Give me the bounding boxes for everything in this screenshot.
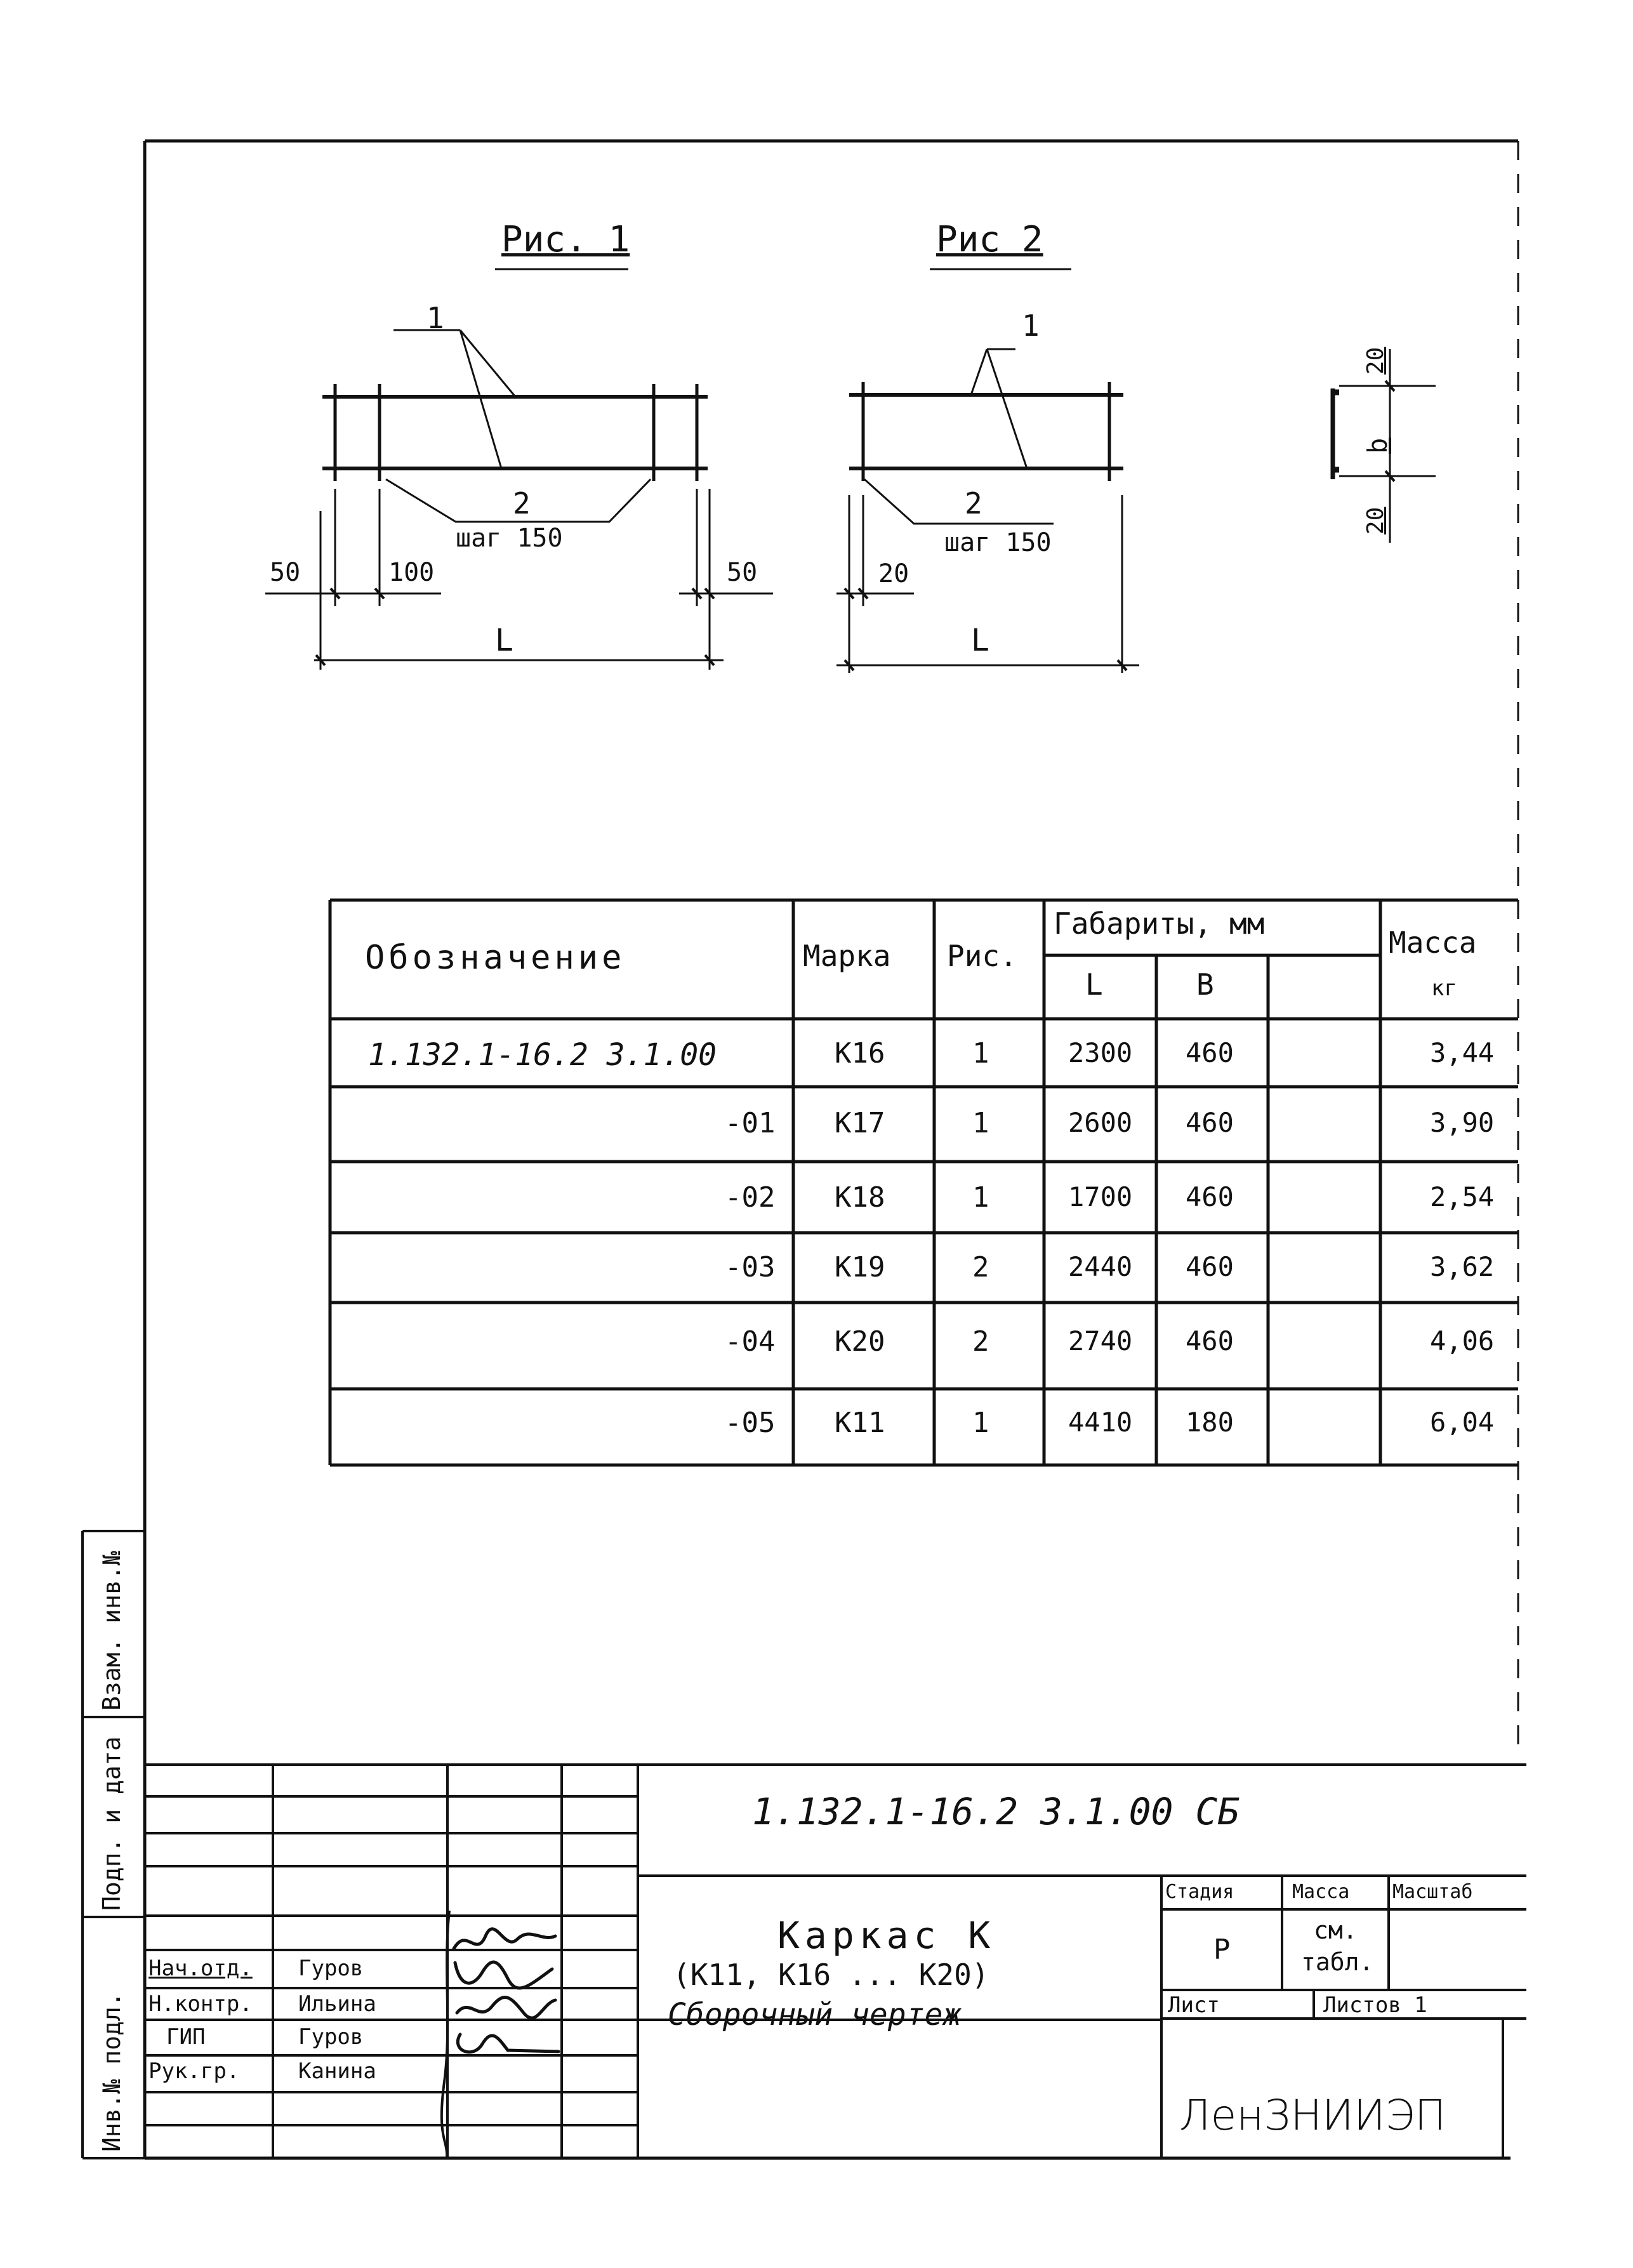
signature-4 xyxy=(447,2025,562,2063)
table-grid xyxy=(330,900,1518,1465)
signature-2 xyxy=(447,1956,562,1994)
figure-2-drawing xyxy=(836,269,1139,673)
figure-2-position-2-label: 2 xyxy=(965,486,982,521)
header-mark: Марка xyxy=(803,939,891,973)
staff-role: Нач.отд. xyxy=(149,1956,253,1981)
row-L: 1700 xyxy=(1068,1181,1133,1212)
row-L: 2600 xyxy=(1068,1107,1133,1138)
row-mark: К17 xyxy=(835,1107,885,1139)
row-fig: 1 xyxy=(972,1181,989,1214)
staff-role: Рук.гр. xyxy=(149,2059,240,2084)
header-mass: Масса xyxy=(1389,925,1477,960)
figure-1-title: Рис. 1 xyxy=(501,219,630,260)
row-fig: 2 xyxy=(972,1251,989,1283)
side-stamp-replaced-inv: Взам. инв.№ xyxy=(98,1551,126,1711)
row-L: 4410 xyxy=(1068,1407,1133,1438)
figure-1-dim-100: 100 xyxy=(388,558,435,587)
figure-2-title: Рис 2 xyxy=(936,219,1043,260)
side-stamp-inv-original: Инв.№ подл. xyxy=(98,1992,126,2152)
row-fig: 1 xyxy=(972,1037,989,1070)
sheet-frame xyxy=(145,141,1518,2158)
row-designation: -03 xyxy=(725,1251,776,1283)
row-B: 460 xyxy=(1186,1325,1234,1356)
figure-2-step-label: шаг 150 xyxy=(944,528,1052,557)
figure-1-dim-50-left: 50 xyxy=(270,558,301,587)
header-B: B xyxy=(1196,967,1214,1002)
row-mass: 4,06 xyxy=(1430,1325,1495,1356)
row-designation: 1.132.1-16.2 3.1.00 xyxy=(368,1037,717,1073)
row-L: 2440 xyxy=(1068,1251,1133,1282)
figure-1-dim-50-right: 50 xyxy=(727,558,758,587)
figure-1-dim-L: L xyxy=(495,623,513,658)
row-B: 460 xyxy=(1186,1251,1234,1282)
figure-1-step-label: шаг 150 xyxy=(456,524,563,553)
row-B: 460 xyxy=(1186,1037,1234,1068)
row-designation: -02 xyxy=(725,1181,776,1214)
row-mass: 3,62 xyxy=(1430,1251,1495,1282)
row-mark: К11 xyxy=(835,1407,885,1439)
staff-name: Ильина xyxy=(298,1991,376,2017)
row-B: 180 xyxy=(1186,1407,1234,1438)
mass-label: Масса xyxy=(1292,1881,1350,1903)
figure-2-dim-20: 20 xyxy=(878,559,909,588)
staff-role: ГИП xyxy=(166,2024,206,2050)
organization-name: ЛенЗНИИЭП xyxy=(1179,2091,1446,2140)
row-mark: К20 xyxy=(835,1325,885,1358)
header-mass-unit: кг xyxy=(1431,976,1457,1001)
staff-name: Гуров xyxy=(298,2024,364,2050)
drawing-name-line-1: Каркас К xyxy=(777,1914,996,1957)
signature-3 xyxy=(447,1991,562,2029)
signature-1 xyxy=(447,1923,562,1961)
row-designation: -05 xyxy=(725,1407,776,1439)
stage-label: Стадия xyxy=(1165,1881,1234,1903)
scale-label: Масштаб xyxy=(1392,1881,1473,1903)
staff-name: Гуров xyxy=(298,1956,364,1981)
row-L: 2740 xyxy=(1068,1325,1133,1356)
section-dim-bottom: 20 xyxy=(1363,507,1389,534)
row-fig: 1 xyxy=(972,1407,989,1439)
row-fig: 2 xyxy=(972,1325,989,1358)
drawing-name-line-2: (К11, К16 ... К20) xyxy=(673,1958,989,1992)
mass-value-line-2: табл. xyxy=(1301,1948,1374,1976)
header-fig: Рис. xyxy=(947,939,1017,973)
side-stamp-sign-date: Подп. и дата xyxy=(98,1736,126,1911)
figure-2-dim-L: L xyxy=(971,623,989,658)
row-mark: К18 xyxy=(835,1181,885,1214)
staff-name: Канина xyxy=(298,2059,376,2084)
section-dim-top: 20 xyxy=(1363,347,1389,375)
row-mass: 3,90 xyxy=(1430,1107,1495,1138)
figure-2-position-1-label: 1 xyxy=(1022,308,1040,343)
header-designation: Обозначение xyxy=(365,939,626,977)
header-overall-dimensions: Габариты, мм xyxy=(1054,906,1265,941)
figure-1-drawing xyxy=(265,269,773,670)
sheets-label: Листов 1 xyxy=(1323,1993,1427,2018)
row-mass: 6,04 xyxy=(1430,1407,1495,1438)
row-mass: 2,54 xyxy=(1430,1181,1495,1212)
document-code: 1.132.1-16.2 3.1.00 СБ xyxy=(752,1790,1240,1833)
row-mark: К19 xyxy=(835,1251,885,1283)
sheet-label: Лист xyxy=(1168,1993,1220,2018)
mass-value-line-1: см. xyxy=(1314,1916,1358,1944)
row-B: 460 xyxy=(1186,1107,1234,1138)
staff-role: Н.контр. xyxy=(149,1991,253,2017)
figure-1-position-1-label: 1 xyxy=(426,301,444,335)
signature-spine xyxy=(438,1911,457,2158)
header-L: L xyxy=(1085,967,1103,1002)
row-designation: -01 xyxy=(725,1107,776,1139)
row-L: 2300 xyxy=(1068,1037,1133,1068)
row-designation: -04 xyxy=(725,1325,776,1358)
row-B: 460 xyxy=(1186,1181,1234,1212)
drawing-name-line-3: Сборочный чертеж xyxy=(668,1997,962,2033)
row-mark: К16 xyxy=(835,1037,885,1070)
figure-1-position-2-label: 2 xyxy=(513,486,531,521)
stage-value: Р xyxy=(1213,1933,1231,1966)
row-mass: 3,44 xyxy=(1430,1037,1495,1068)
row-fig: 1 xyxy=(972,1107,989,1139)
section-dim-middle: b xyxy=(1362,437,1393,454)
